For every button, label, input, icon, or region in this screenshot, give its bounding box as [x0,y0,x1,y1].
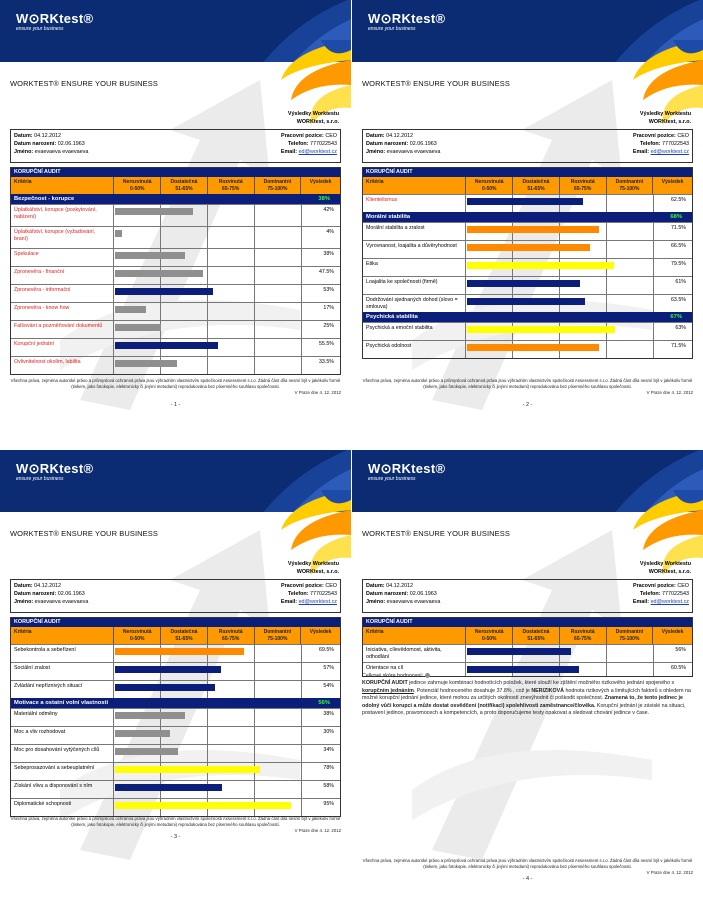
page-number: - 1 - [170,402,181,408]
score-dot-icon [425,673,430,678]
criterion-label: Orientace na cíl [363,663,466,676]
s2: jedince zahrnuje kombinaci hodnotících položek, které slouží ke zjištění možného rizikového jednání spojeného s [407,680,675,687]
s3: korupčním jednáním [362,687,414,694]
company-block: Výsledky Worktestu WORKtest, s.r.o. [287,111,339,125]
report-page-1 [0,0,351,450]
criterion-bar [115,230,122,237]
birth-date: 02.06.1963 [409,141,437,147]
criterion-result: 38% [323,251,334,257]
criterion-bar [115,784,223,791]
banner-title: WORKTEST® ENSURE YOUR BUSINESS [362,79,510,88]
criterion-result: 71.5% [670,343,686,349]
worktest-logo: W⊙RKtest® ensure your business [368,461,446,482]
criterion-row [363,294,692,312]
s7: Znamená to, že tento jedinec je odolný vůči korupci a může dostat osvědčení (notifikaci) spolehlivosti zaměstnance/člověka. [362,695,683,709]
criterion-result: 33.5% [318,359,334,365]
criterion-bar-area [114,745,302,762]
criterion-bar-area [114,227,302,248]
copyright-footer: Všechna práva, zejména autorské právo a průmyslová ochranná práva jsou výhradním vlastnictvím společnosti Assessment s.r.o. Žádná část díla nesmí být v jakékoliv formě (tiskem, jako fotokopie, elektronicky či jinými metodami) reprodukována bez písemného souhlasu společnosti. V Praze dne 4. 12. 2012 [362,378,693,395]
criterion-label: Sociální zralost [11,663,114,680]
section-name: Morální stabilita [366,214,411,220]
criterion-row [363,194,692,212]
s1: KORUPČNÍ AUDIT [362,680,408,687]
criterion-bar [467,344,600,351]
email-link[interactable]: ed@worktest.cz [298,149,337,155]
criterion-result: 34% [323,747,334,753]
criterion-result: 66.5% [670,243,686,249]
criterion-bar-area [114,681,302,698]
section-header [363,312,692,322]
criterion-bar-area [114,781,302,798]
criterion-result: 63.5% [670,297,686,303]
test-date: 04.12.2012 [386,583,414,589]
criterion-result: 95% [323,801,334,807]
criterion-label: Psychická a emoční stabilita [363,323,466,340]
criterion-row [11,204,340,226]
criterion-result: 57% [323,665,334,671]
criterion-result: 30% [323,729,334,735]
criterion-bar-area [114,267,302,284]
section-header [11,194,340,204]
criterion-row [11,798,340,816]
page-number: - 3 - [170,834,181,840]
criterion-bar [467,280,580,287]
criterion-bar-area [114,285,302,302]
audit-table [10,167,341,375]
section-score: 38% [318,196,330,202]
audit-table [10,617,341,817]
criterion-result: 47.5% [318,269,334,275]
criterion-bar-area [466,241,654,258]
s5: NERIZIKOVÁ [531,687,564,694]
candidate-name: evaevaeva evaevaeva [34,149,89,155]
criterion-bar-area [114,205,302,226]
criterion-result: 17% [323,305,334,311]
criterion-bar [115,324,162,331]
criterion-bar-area [114,645,302,662]
criterion-result: 56% [675,647,686,653]
criterion-label: Iniciativa, cílevědomost, aktivita, odhodlání [363,645,466,662]
section-score: 67% [670,314,682,320]
criterion-label: Úplatkářství, korupce (poskytování, nabízení) [11,205,114,226]
section-name: Psychická stabilita [366,314,418,320]
audit-body [11,644,340,816]
section-header [11,698,340,708]
candidate-name: evaevaeva evaevaeva [386,599,441,605]
criterion-row [11,762,340,780]
page-number: - 4 - [522,876,533,882]
criterion-bar-area [114,357,302,374]
criterion-row [11,644,340,662]
criterion-row [11,780,340,798]
s6: hodnota rizikových a limitujících faktorů s ohledem na možné korupční jednání jedince, které mohou za určitých okolností znevýhodnit či poškodit společnost. [362,687,691,702]
criterion-bar [115,666,221,673]
criterion-bar-area [466,259,654,276]
criterion-row [363,644,692,662]
worktest-logo: W⊙RKtest® ensure your business [368,11,446,32]
criterion-row [11,662,340,680]
criterion-result: 61% [675,279,686,285]
section-name: Motivace a ostatní volní vlastnosti [14,700,109,706]
criterion-result: 71.5% [670,225,686,231]
audit-column-header: Kritéria Nerozvinutá 0-50% Dostatečná 51-65% Rozvinutá 65-75% Dominantní 75-100% Výsledek [363,177,692,194]
criterion-label: Loajalita ke společnosti (firmě) [363,277,466,294]
criterion-result: 78% [323,765,334,771]
criterion-bar [115,648,244,655]
criterion-result: 79.5% [670,261,686,267]
criterion-bar-area [466,277,654,294]
criterion-row [11,226,340,248]
audit-body [11,194,340,374]
criterion-result: 60.5% [670,665,686,671]
copyright-footer: Všechna práva, zejména autorské právo a průmyslová ochranná práva jsou výhradním vlastnictvím společnosti Assessment s.r.o. Žádná část díla nesmí být v jakékoliv formě (tiskem, jako fotokopie, elektronicky či jinými metodami) reprodukována bez písemného souhlasu společnosti. V Praze dne 4. 12. 2012 [362,858,693,875]
criterion-label: Sebekontrola a sebeřízení [11,645,114,662]
criterion-row [363,240,692,258]
section-name: Bezpečnost - korupce [14,196,75,202]
criterion-label: Morální stabilita a zralost [363,223,466,240]
criterion-label: Etika [363,259,466,276]
criterion-bar [115,802,292,809]
audit-table [362,167,693,359]
candidate-info-box: Datum: 04.12.2012 Datum narození: 02.06.1963 Jméno: evaevaeva evaevaeva Pracovní pozice: CEO Telefon: 777022543 Email: ed@worktest.cz [362,579,693,613]
audit-title: KORUPČNÍ AUDIT [363,618,692,627]
position-value: CEO [677,133,689,139]
criterion-bar-area [114,709,302,726]
criterion-row [363,276,692,294]
test-date: 04.12.2012 [34,583,62,589]
copyright-footer: Všechna práva, zejména autorské právo a průmyslová ochranná práva jsou výhradním vlastnictvím společnosti Assessment s.r.o. Žádná část díla nesmí být v jakékoliv formě (tiskem, jako fotokopie, elektronicky či jinými metodami) reprodukována bez písemného souhlasu společnosti. V Praze dne 4. 12. 2012 [10,378,341,395]
criterion-label: Zvládání nepříznivých situací [11,681,114,698]
criterion-label: Dodržování sjednaných dohod (slovo = smlouva) [363,295,466,312]
criterion-label: Ovlivnitelnost okolím, labilita [11,357,114,374]
criterion-bar-area [114,249,302,266]
test-date: 04.12.2012 [386,133,414,139]
criterion-bar-area [114,663,302,680]
criterion-row [11,726,340,744]
criterion-bar-area [114,321,302,338]
criterion-bar-area [466,323,654,340]
email-link[interactable]: ed@worktest.cz [298,599,337,605]
banner-title: WORKTEST® ENSURE YOUR BUSINESS [10,529,158,538]
criterion-bar-area [114,303,302,320]
criterion-label: Korupční jednání [11,339,114,356]
criterion-bar-area [114,799,302,816]
criterion-result: 54% [323,683,334,689]
criterion-bar [115,270,203,277]
criterion-bar-area [466,341,654,358]
audit-column-header: Kritéria Nerozvinutá 0-50% Dostatečná 51-65% Rozvinutá 65-75% Dominantní 75-100% Výsledek [11,177,340,194]
birth-date: 02.06.1963 [409,591,437,597]
criterion-label: Spekulace [11,249,114,266]
criterion-label: Diplomatické schopnosti [11,799,114,816]
criterion-row [363,222,692,240]
candidate-name: evaevaeva evaevaeva [386,149,441,155]
criterion-bar [115,684,215,691]
criterion-bar [115,288,214,295]
criterion-bar [115,342,218,349]
banner-title: WORKTEST® ENSURE YOUR BUSINESS [362,529,510,538]
criterion-bar-area [114,339,302,356]
criterion-row [11,248,340,266]
company-block: Výsledky Worktestu WORKtest, s.r.o. [639,561,691,575]
criterion-label: Psychická odolnost [363,341,466,358]
phone-value: 777022543 [662,141,689,147]
overall-summary [362,673,693,717]
company-block: Výsledky Worktestu WORKtest, s.r.o. [287,561,339,575]
criterion-label: Moc pro dosahování vytýčených cílů [11,745,114,762]
audit-column-header: Kritéria Nerozvinutá 0-50% Dostatečná 51-65% Rozvinutá 65-75% Dominantní 75-100% Výsledek [363,627,692,644]
criterion-bar [115,252,186,259]
candidate-info-box: Datum: 04.12.2012 Datum narození: 02.06.1963 Jméno: evaevaeva evaevaeva Pracovní pozice: CEO Telefon: 777022543 Email: ed@worktest.cz [10,579,341,613]
worktest-logo: W⊙RKtest® ensure your business [16,11,94,32]
criterion-bar [467,198,583,205]
criterion-bar [115,712,186,719]
copyright-footer: Všechna práva, zejména autorské právo a průmyslová ochranná práva jsou výhradním vlastnictvím společnosti Assessment s.r.o. Žádná část díla nesmí být v jakékoliv formě (tiskem, jako fotokopie, elektronicky či jinými metodami) reprodukována bez písemného souhlasu společnosti. V Praze dne 4. 12. 2012 [10,816,341,833]
criterion-bar [115,730,171,737]
position-value: CEO [325,583,337,589]
criterion-bar [467,666,580,673]
criterion-label: Zpronevěra - finanční [11,267,114,284]
criterion-bar [467,298,585,305]
criterion-bar-area [466,195,654,212]
criterion-bar [115,306,147,313]
criterion-label: Zpronevěra - informační [11,285,114,302]
worktest-logo: W⊙RKtest® ensure your business [16,461,94,482]
criterion-result: 55.5% [318,341,334,347]
criterion-row [11,302,340,320]
criterion-label: Získání vlivu a disponování s ním [11,781,114,798]
criterion-row [11,708,340,726]
position-value: CEO [325,133,337,139]
company-block: Výsledky Worktestu WORKtest, s.r.o. [639,111,691,125]
banner-title: WORKTEST® ENSURE YOUR BUSINESS [10,79,158,88]
phone-value: 777022543 [310,591,337,597]
criterion-bar-area [466,645,654,662]
criterion-row [363,340,692,358]
criterion-bar-area [466,295,654,312]
criterion-bar [115,360,177,367]
criterion-result: 53% [323,287,334,293]
birth-date: 02.06.1963 [57,591,85,597]
criterion-result: 63% [675,325,686,331]
criterion-row [11,320,340,338]
overall-label: Celkové skóre hodnocení: [362,673,424,679]
s8: Korupční jednání je závislé na situaci, postavení jedince, pravomocech a kompetencích, a proto doporučujeme testy opakovat a sledovat chování jedince v čase. [362,702,686,717]
criterion-result: 58% [323,783,334,789]
criterion-row [11,680,340,698]
criterion-row [11,744,340,762]
phone-value: 777022543 [662,591,689,597]
criterion-label: Materiální odměny [11,709,114,726]
section-score: 68% [670,214,682,220]
s4: . Potenciál hodnoceného dosahuje 37.8% , což je [413,687,532,694]
audit-table [362,617,693,677]
criterion-row [363,322,692,340]
candidate-info-box: Datum: 04.12.2012 Datum narození: 02.06.1963 Jméno: evaevaeva evaevaeva Pracovní pozice: CEO Telefon: 777022543 Email: ed@worktest.cz [362,129,693,163]
criterion-bar [467,648,571,655]
report-page-2 [352,0,703,450]
criterion-bar [115,748,178,755]
report-page-3 [0,450,351,900]
position-value: CEO [677,583,689,589]
criterion-label: Zpronevěra - know how [11,303,114,320]
criterion-label: Falšování a pozměňování dokumentů [11,321,114,338]
criterion-result: 42% [323,207,334,213]
report-page-4 [352,450,703,900]
audit-title: KORUPČNÍ AUDIT [11,168,340,177]
criterion-label: Úplatkářství, korupce (vyžadování, braní) [11,227,114,248]
criterion-label: Moc a vliv rozhodovat [11,727,114,744]
audit-title: KORUPČNÍ AUDIT [11,618,340,627]
criterion-bar [467,262,615,269]
criterion-label: Vyrovnanost, loajalita a důvěryhodnost [363,241,466,258]
criterion-label: Klientelismus [363,195,466,212]
criterion-bar [115,208,193,215]
audit-column-header: Kritéria Nerozvinutá 0-50% Dostatečná 51-65% Rozvinutá 65-75% Dominantní 75-100% Výsledek [11,627,340,644]
criterion-bar-area [114,763,302,780]
section-score: 56% [318,700,330,706]
section-header [363,212,692,222]
birth-date: 02.06.1963 [57,141,85,147]
criterion-row [11,356,340,374]
criterion-result: 25% [323,323,334,329]
criterion-bar [467,244,591,251]
audit-body [363,194,692,358]
criterion-result: 69.5% [318,647,334,653]
criterion-result: 4% [326,229,334,235]
audit-title: KORUPČNÍ AUDIT [363,168,692,177]
criterion-row [11,266,340,284]
criterion-bar [115,766,260,773]
email-link[interactable]: ed@worktest.cz [650,599,689,605]
candidate-info-box: Datum: 04.12.2012 Datum narození: 02.06.1963 Jméno: evaevaeva evaevaeva Pracovní pozice: CEO Telefon: 777022543 Email: ed@worktest.cz [10,129,341,163]
test-date: 04.12.2012 [34,133,62,139]
criterion-bar-area [114,727,302,744]
criterion-row [363,258,692,276]
email-link[interactable]: ed@worktest.cz [650,149,689,155]
criterion-result: 38% [323,711,334,717]
criterion-result: 62.5% [670,197,686,203]
criterion-bar-area [466,223,654,240]
criterion-bar [467,326,616,333]
candidate-name: evaevaeva evaevaeva [34,599,89,605]
criterion-row [11,338,340,356]
phone-value: 777022543 [310,141,337,147]
audit-body [363,644,692,676]
criterion-row [11,284,340,302]
criterion-label: Sebeprosazování a sebeuplatnění [11,763,114,780]
page-number: - 2 - [522,402,533,408]
criterion-bar [467,226,600,233]
